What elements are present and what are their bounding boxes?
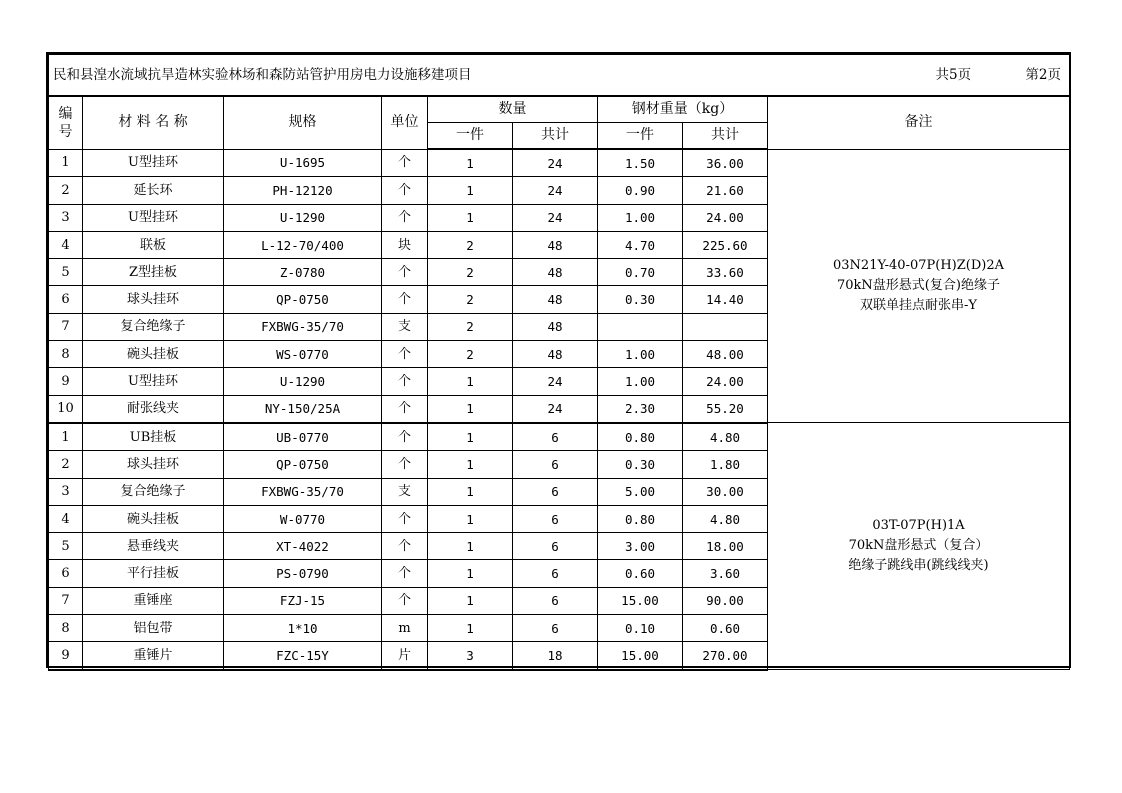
cell-weight-each: 0.10	[598, 615, 683, 642]
remark-line: 70kN盘形悬式(复合)绝缘子	[837, 277, 1000, 293]
title-row	[49, 55, 1070, 97]
cell-name: 耐张线夹	[83, 395, 224, 423]
remark-line: 70kN盘形悬式（复合）	[848, 538, 989, 554]
cell-qty-total: 48	[513, 231, 598, 258]
cell-unit: 个	[382, 177, 428, 204]
cell-qty-total: 6	[513, 451, 598, 478]
cell-name: 球头挂环	[83, 451, 224, 478]
cell-qty-each: 1	[428, 204, 513, 231]
cell-qty-total: 48	[513, 313, 598, 340]
cell-weight-each: 0.30	[598, 286, 683, 313]
cell-qty-each: 1	[428, 533, 513, 560]
cell-spec: FZJ-15	[224, 587, 382, 614]
cell-weight-each: 0.80	[598, 423, 683, 451]
cell-weight-each: 1.50	[598, 149, 683, 177]
project-title: 民和县湟水流域抗旱造林实验林场和森防站管护用房电力设施移建项目	[49, 55, 768, 97]
cell-qty-total: 24	[513, 368, 598, 395]
cell-spec: FXBWG-35/70	[224, 478, 382, 505]
cell-index: 7	[49, 313, 83, 340]
cell-weight-total: 4.80	[683, 505, 768, 532]
cell-weight-each: 2.30	[598, 395, 683, 423]
page-info	[768, 55, 1070, 97]
cell-weight-each: 0.70	[598, 259, 683, 286]
cell-unit: 个	[382, 560, 428, 587]
cell-qty-total: 24	[513, 395, 598, 423]
cell-qty-each: 3	[428, 642, 513, 670]
cell-name: 复合绝缘子	[83, 478, 224, 505]
cell-index: 2	[49, 451, 83, 478]
cell-name: U型挂环	[83, 368, 224, 395]
cell-qty-total: 6	[513, 587, 598, 614]
remark-line: 绝缘子跳线串(跳线线夹)	[848, 558, 989, 574]
cell-spec: FXBWG-35/70	[224, 313, 382, 340]
cell-unit: 个	[382, 368, 428, 395]
cell-qty-total: 6	[513, 478, 598, 505]
cell-unit: 支	[382, 478, 428, 505]
cell-qty-each: 1	[428, 395, 513, 423]
cell-spec: QP-0750	[224, 451, 382, 478]
cell-name: 重锤座	[83, 587, 224, 614]
cell-qty-each: 1	[428, 615, 513, 642]
cell-spec: 1*10	[224, 615, 382, 642]
cell-index: 5	[49, 259, 83, 286]
col-weight-total-header: 共计	[683, 123, 768, 150]
cell-spec: PH-12120	[224, 177, 382, 204]
cell-index: 1	[49, 423, 83, 451]
cell-name: U型挂环	[83, 204, 224, 231]
header-row-1	[49, 96, 1070, 123]
cell-qty-total: 24	[513, 204, 598, 231]
cell-unit: 个	[382, 259, 428, 286]
cell-weight-each	[598, 313, 683, 340]
cell-unit: 个	[382, 423, 428, 451]
cell-index: 1	[49, 149, 83, 177]
cell-weight-each: 15.00	[598, 642, 683, 670]
cell-unit: 块	[382, 231, 428, 258]
cell-unit: 个	[382, 451, 428, 478]
cell-name: 碗头挂板	[83, 505, 224, 532]
cell-index: 9	[49, 368, 83, 395]
cell-name: Z型挂板	[83, 259, 224, 286]
cell-weight-total: 55.20	[683, 395, 768, 423]
cell-name: UB挂板	[83, 423, 224, 451]
material-table	[48, 54, 1070, 671]
cell-name: 球头挂环	[83, 286, 224, 313]
cell-weight-total: 90.00	[683, 587, 768, 614]
cell-weight-each: 1.00	[598, 368, 683, 395]
cell-weight-total: 270.00	[683, 642, 768, 670]
cell-index: 10	[49, 395, 83, 423]
cell-weight-total: 18.00	[683, 533, 768, 560]
col-spec-header: 规格	[224, 96, 382, 149]
cell-qty-total: 18	[513, 642, 598, 670]
cell-weight-each: 0.60	[598, 560, 683, 587]
cell-weight-total: 1.80	[683, 451, 768, 478]
cell-weight-total: 33.60	[683, 259, 768, 286]
cell-qty-total: 6	[513, 423, 598, 451]
cell-qty-each: 1	[428, 423, 513, 451]
cell-name: 平行挂板	[83, 560, 224, 587]
cell-unit: 个	[382, 149, 428, 177]
cell-qty-each: 1	[428, 451, 513, 478]
cell-qty-each: 1	[428, 149, 513, 177]
cell-name: 重锤片	[83, 642, 224, 670]
cell-index: 7	[49, 587, 83, 614]
cell-qty-each: 1	[428, 560, 513, 587]
cell-weight-each: 1.00	[598, 341, 683, 368]
cell-weight-each: 0.30	[598, 451, 683, 478]
cell-qty-each: 2	[428, 286, 513, 313]
cell-unit: 个	[382, 533, 428, 560]
cell-qty-total: 6	[513, 615, 598, 642]
cell-qty-each: 1	[428, 587, 513, 614]
cell-name: 复合绝缘子	[83, 313, 224, 340]
cell-index: 5	[49, 533, 83, 560]
cell-unit: 个	[382, 204, 428, 231]
cell-weight-each: 15.00	[598, 587, 683, 614]
col-index-header: 编 号	[49, 96, 83, 149]
cell-qty-each: 2	[428, 259, 513, 286]
cell-weight-total: 4.80	[683, 423, 768, 451]
cell-qty-total: 6	[513, 533, 598, 560]
cell-spec: Z-0780	[224, 259, 382, 286]
cell-name: 悬垂线夹	[83, 533, 224, 560]
remark-line: 03N21Y-40-07P(H)Z(D)2A	[833, 257, 1004, 273]
cell-weight-total: 21.60	[683, 177, 768, 204]
cell-name: 碗头挂板	[83, 341, 224, 368]
cell-qty-each: 1	[428, 368, 513, 395]
cell-weight-each: 0.90	[598, 177, 683, 204]
remark-line: 双联单挂点耐张串-Y	[860, 297, 977, 313]
cell-qty-total: 24	[513, 149, 598, 177]
cell-spec: QP-0750	[224, 286, 382, 313]
cell-spec: U-1290	[224, 204, 382, 231]
cell-qty-each: 1	[428, 177, 513, 204]
material-list-sheet	[46, 52, 1071, 668]
cell-index: 6	[49, 560, 83, 587]
col-qty-total-header: 共计	[513, 123, 598, 150]
cell-index: 4	[49, 505, 83, 532]
remark-line: 03T-07P(H)1A	[872, 518, 965, 534]
cell-name: 铝包带	[83, 615, 224, 642]
cell-weight-each: 1.00	[598, 204, 683, 231]
cell-name: 延长环	[83, 177, 224, 204]
table-row	[49, 423, 1070, 451]
cell-qty-total: 48	[513, 341, 598, 368]
col-weight-each-header: 一件	[598, 123, 683, 150]
cell-spec: U-1695	[224, 149, 382, 177]
cell-index: 3	[49, 478, 83, 505]
cell-index: 4	[49, 231, 83, 258]
cell-spec: PS-0790	[224, 560, 382, 587]
page-number: 第2页	[1025, 66, 1061, 83]
cell-qty-total: 6	[513, 560, 598, 587]
col-name-header: 材 料 名 称	[83, 96, 224, 149]
cell-unit: 片	[382, 642, 428, 670]
remarks-cell	[768, 149, 1070, 423]
cell-qty-each: 2	[428, 341, 513, 368]
cell-index: 9	[49, 642, 83, 670]
remarks-cell	[768, 423, 1070, 670]
cell-spec: L-12-70/400	[224, 231, 382, 258]
cell-spec: XT-4022	[224, 533, 382, 560]
table-row	[49, 149, 1070, 177]
col-qty-each-header: 一件	[428, 123, 513, 150]
cell-weight-total: 24.00	[683, 368, 768, 395]
col-unit-header: 单位	[382, 96, 428, 149]
cell-qty-each: 2	[428, 313, 513, 340]
cell-unit: 个	[382, 286, 428, 313]
cell-qty-each: 2	[428, 231, 513, 258]
cell-unit: 个	[382, 341, 428, 368]
cell-qty-total: 48	[513, 286, 598, 313]
cell-weight-total: 225.60	[683, 231, 768, 258]
cell-weight-total: 24.00	[683, 204, 768, 231]
cell-spec: UB-0770	[224, 423, 382, 451]
cell-weight-total	[683, 313, 768, 340]
cell-unit: 个	[382, 587, 428, 614]
cell-weight-each: 3.00	[598, 533, 683, 560]
cell-weight-total: 0.60	[683, 615, 768, 642]
cell-unit: m	[382, 615, 428, 642]
cell-qty-each: 1	[428, 478, 513, 505]
cell-spec: WS-0770	[224, 341, 382, 368]
cell-qty-each: 1	[428, 505, 513, 532]
cell-unit: 个	[382, 395, 428, 423]
cell-name: U型挂环	[83, 149, 224, 177]
col-remarks-header: 备注	[768, 96, 1070, 149]
cell-weight-total: 14.40	[683, 286, 768, 313]
cell-spec: U-1290	[224, 368, 382, 395]
cell-weight-total: 48.00	[683, 341, 768, 368]
cell-qty-total: 48	[513, 259, 598, 286]
cell-weight-each: 5.00	[598, 478, 683, 505]
cell-index: 2	[49, 177, 83, 204]
col-quantity-header: 数量	[428, 96, 598, 123]
cell-unit: 支	[382, 313, 428, 340]
cell-name: 联板	[83, 231, 224, 258]
cell-weight-total: 36.00	[683, 149, 768, 177]
cell-index: 8	[49, 341, 83, 368]
cell-weight-each: 4.70	[598, 231, 683, 258]
cell-qty-total: 6	[513, 505, 598, 532]
total-pages: 共5页	[935, 66, 972, 83]
cell-weight-total: 3.60	[683, 560, 768, 587]
cell-index: 6	[49, 286, 83, 313]
cell-index: 3	[49, 204, 83, 231]
cell-weight-total: 30.00	[683, 478, 768, 505]
cell-spec: W-0770	[224, 505, 382, 532]
cell-index: 8	[49, 615, 83, 642]
cell-qty-total: 24	[513, 177, 598, 204]
cell-spec: NY-150/25A	[224, 395, 382, 423]
cell-unit: 个	[382, 505, 428, 532]
cell-weight-each: 0.80	[598, 505, 683, 532]
cell-spec: FZC-15Y	[224, 642, 382, 670]
col-steel-weight-header: 钢材重量（kg）	[598, 96, 768, 123]
